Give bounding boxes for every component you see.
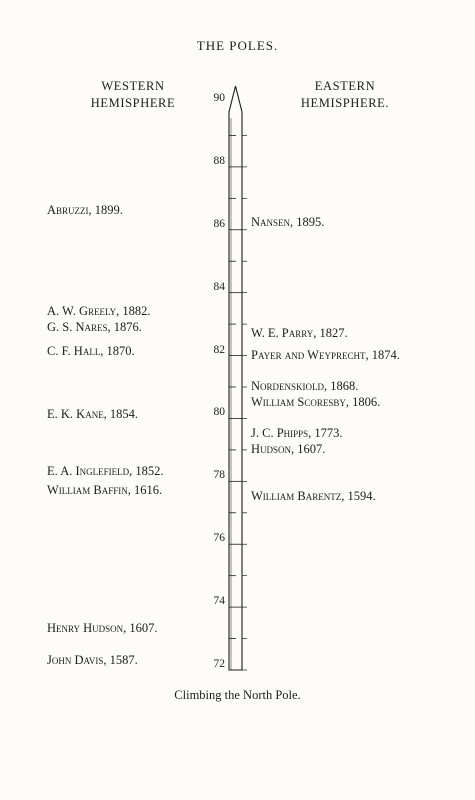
eastern-explorer-label: William Scoresby, 1806. — [251, 394, 381, 409]
eastern-heading-line-1: EASTERN — [314, 79, 376, 93]
tick-label: 76 — [213, 532, 225, 545]
tick-marks — [229, 135, 247, 670]
eastern-explorer-label: J. C. Phipps, 1773. — [251, 425, 343, 440]
tick-label: 82 — [213, 343, 225, 356]
eastern-explorer-label: Hudson, 1607. — [251, 441, 326, 456]
western-explorer-label: G. S. Nares, 1876. — [47, 319, 142, 334]
tick-label: 84 — [213, 280, 225, 293]
eastern-explorer-label: Nordenskiold, 1868. — [251, 378, 359, 393]
tick-label: 72 — [213, 658, 225, 670]
western-heading-line-2: HEMISPHERE — [90, 96, 176, 110]
western-explorer-label: C. F. Hall, 1870. — [47, 344, 135, 359]
western-heading-line-1: WESTERN — [101, 79, 165, 93]
western-explorer-label: John Davis, 1587. — [47, 652, 138, 667]
western-explorer-label: E. K. Kane, 1854. — [47, 407, 139, 422]
figure-caption: Climbing the North Pole. — [174, 688, 301, 702]
western-explorer-label: E. A. Inglefield, 1852. — [47, 463, 164, 478]
eastern-heading-line-2: HEMISPHERE. — [300, 96, 390, 110]
eastern-explorer-label: Nansen, 1895. — [251, 215, 325, 230]
tick-label: 78 — [213, 469, 225, 482]
eastern-explorer-label: William Barentz, 1594. — [251, 489, 376, 504]
page-title: THE POLES. — [196, 38, 279, 53]
tick-label: 74 — [213, 595, 225, 608]
western-explorer-label: A. W. Greely, 1882. — [47, 303, 151, 318]
western-explorer-label: William Baffin, 1616. — [47, 482, 163, 497]
tick-label: 90 — [213, 92, 225, 104]
tick-label: 80 — [213, 406, 225, 419]
eastern-explorer-label: Payer and Weyprecht, 1874. — [251, 347, 400, 362]
tick-label: 88 — [213, 154, 225, 167]
tick-label: 86 — [213, 217, 225, 230]
eastern-explorer-label: W. E. Parry, 1827. — [251, 325, 348, 340]
western-explorer-label: Henry Hudson, 1607. — [47, 621, 158, 636]
western-explorer-label: Abruzzi, 1899. — [47, 202, 123, 217]
